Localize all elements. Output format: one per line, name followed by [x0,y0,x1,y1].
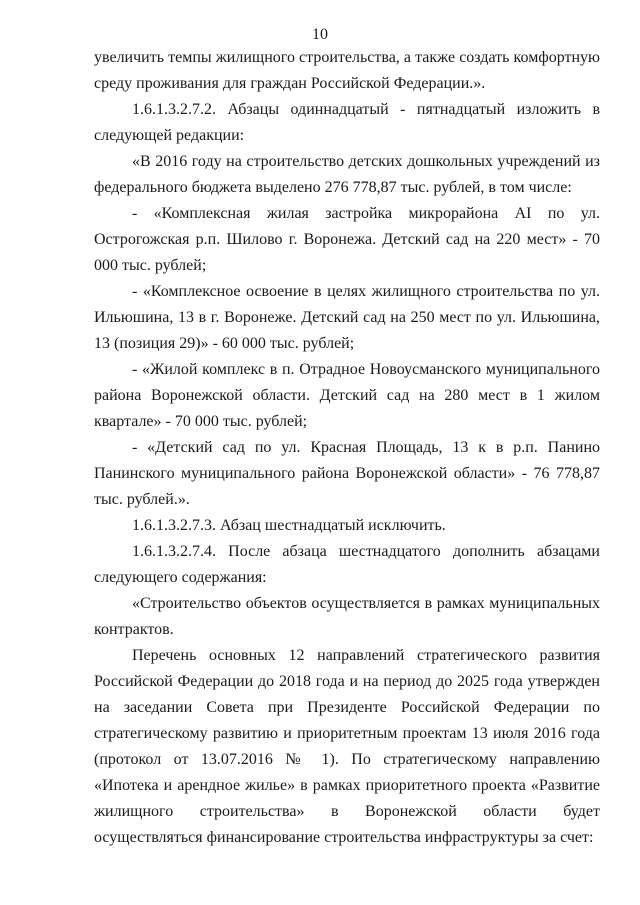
list-item-otradnoe-kindergarten: - «Жилой комплекс в п. Отрадное Новоусманского муниципального района Воронежской области. Детский сад на 280 мест в 1 жилом квартале» - 70 000 тыс. рублей; [94,361,600,430]
list-item-ilyushina-kindergarten: - «Комплексное освоение в целях жилищного строительства по ул. Ильюшина, 13 в г. Воронеже. Детский сад на 250 мест по ул. Ильюшина, 13 (позиция 29)» - 60 000 тыс. рублей; [94,283,600,352]
paragraph-clause-1-6-1-3-2-7-4: 1.6.1.3.2.7.4. После абзаца шестнадцатого дополнить абзацами следующего содержания: [94,543,600,586]
page-number: 10 [312,26,328,43]
paragraph-continuation: увеличить темпы жилищного строительства, а также создать комфортную среду проживания для граждан Российской Федерации.». [94,49,600,92]
paragraph-municipal-contracts: «Строительство объектов осуществляется в рамках муниципальных контрактов. [94,595,600,638]
paragraph-clause-1-6-1-3-2-7-3: 1.6.1.3.2.7.3. Абзац шестнадцатый исключить. [132,517,446,534]
list-item-shilovo-kindergarten: - «Комплексная жилая застройка микрорайона AI по ул. Острогожская р.п. Шилово г. Воронежа. Детский сад на 220 мест» - 70 000 тыс. рублей; [94,205,600,274]
paragraph-kindergarten-funding: «В 2016 году на строительство детских дошкольных учреждений из федерального бюджета выделено 276 778,87 тыс. рублей, в том числе: [94,153,600,196]
paragraph-strategic-directions: Перечень основных 12 направлений стратегического развития Российской Федерации до 2018 года и на период до 2025 года утвержден на заседании Совета при Президенте Российской Федерации по стратегическому развитию и приоритетным проектам 13 июля 2016 года (протокол от 13.07.2016 № 1). По стратегическому направлению «Ипотека и арендное жилье» в рамках приоритетного проекта «Развитие жилищного строительства» в Воронежской области будет осуществляться финансирование строительства инфраструктуры за счет: [94,647,600,846]
list-item-panino-kindergarten: - «Детский сад по ул. Красная Площадь, 13 к в р.п. Панино Панинского муниципального района Воронежской области» - 76 778,87 тыс. рублей.». [94,439,600,508]
document-body [94,45,600,851]
paragraph-clause-1-6-1-3-2-7-2: 1.6.1.3.2.7.2. Абзацы одиннадцатый - пятнадцатый изложить в следующей редакции: [94,101,600,144]
